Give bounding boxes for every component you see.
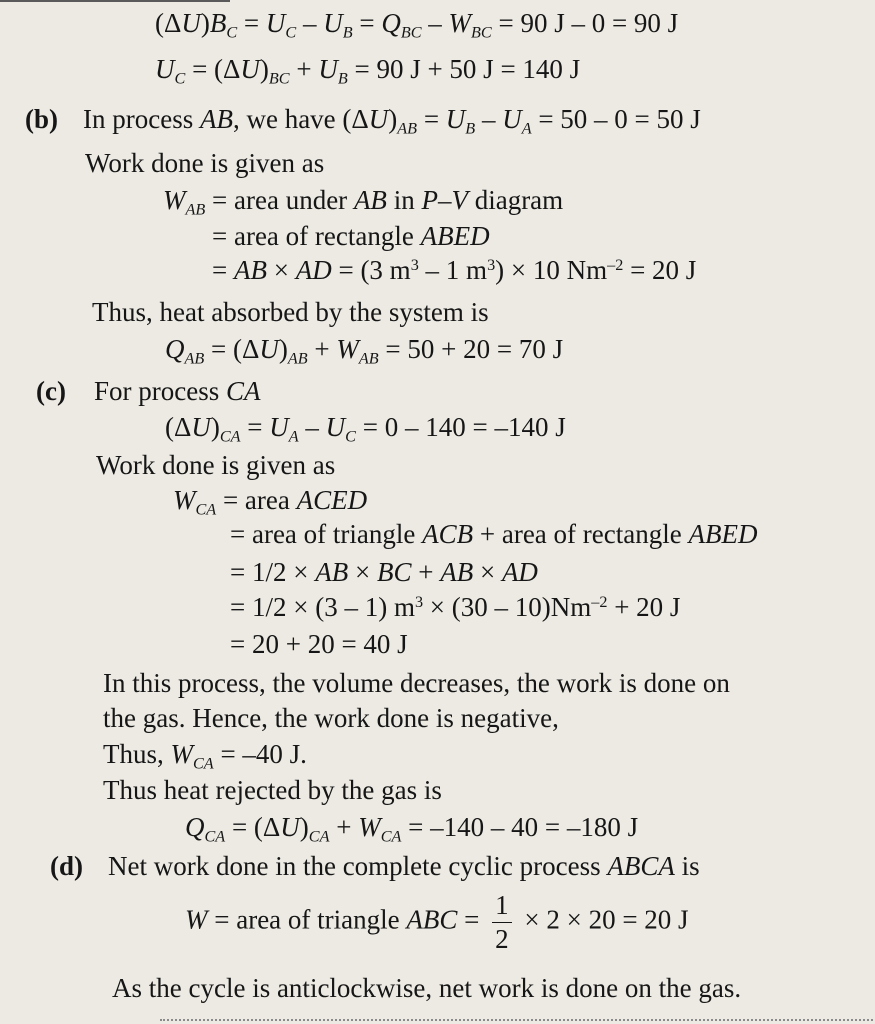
- text-line-22: $Q_{CA} = (\Delta U)_{CA} + W_{CA} = -140 - 40 = -180$ J: [185, 812, 639, 846]
- text-line-24: W = area of triangle ABC = $\frac{1}{2}$ × 2 × 20 = 20 J: [185, 890, 689, 954]
- text-line-16: = 1/2 × (3 – 1) $m^3 \times (30 - 10)Nm^{-2} + 20$ J: [230, 592, 681, 622]
- text-line-11: $(\Delta U)_{CA} = U_A - U_C = 0 - 140 = -140$ J: [165, 412, 566, 446]
- text-line-18: In this process, the volume decreases, the work is done on: [103, 668, 730, 698]
- text-line-14: = area of triangle ACB + area of rectangle ABED: [230, 519, 758, 549]
- text-line-19: the gas. Hence, the work done is negative,: [103, 703, 559, 733]
- text-line-15: = 1/2 × AB × BC + AB × AD: [230, 557, 538, 587]
- text-line-6: = area of rectangle ABED: [212, 221, 490, 251]
- text-line-7: = AB × AD = (3 $m^3 - 1$ $m^3) \times 10$ $Nm^{-2} = 20$ J: [212, 255, 697, 285]
- text-line-20: Thus, $W_{CA} = -40$ J.: [103, 739, 307, 773]
- text-line-12: Work done is given as: [96, 450, 336, 480]
- text-line-8: Thus, heat absorbed by the system is: [92, 297, 489, 327]
- text-line-3: (b) In process AB, we have $(\Delta U)_{AB} = U_B - U_A = 50 - 0 = 50$ J: [25, 104, 701, 138]
- text-line-25: As the cycle is anticlockwise, net work is done on the gas.: [112, 973, 742, 1003]
- text-line-10: (c) For process CA: [36, 376, 261, 406]
- text-line-21: Thus heat rejected by the gas is: [103, 775, 442, 805]
- bottom-rule: [160, 1019, 875, 1021]
- text-line-5: $W_{AB}$ = area under AB in P–V diagram: [163, 185, 564, 219]
- text-line-2: $U_C = (\Delta U)_{BC} + U_B = 90$ J + 50 J = 140 J: [155, 54, 581, 88]
- text-line-4: Work done is given as: [85, 148, 325, 178]
- text-line-13: $W_{CA}$ = area ACED: [173, 485, 368, 519]
- text-line-17: = 20 + 20 = 40 J: [230, 629, 408, 659]
- text-line-1: $(\Delta U)B_C = U_C - U_B = Q_{BC} - W_{BC} = 90$ J – 0 = 90 J: [155, 8, 679, 42]
- top-rule: [0, 0, 230, 2]
- text-line-9: $Q_{AB} = (\Delta U)_{AB} + W_{AB} = 50 + 20 = 70$ J: [165, 334, 564, 368]
- text-line-23: (d) Net work done in the complete cyclic process ABCA is: [50, 851, 700, 881]
